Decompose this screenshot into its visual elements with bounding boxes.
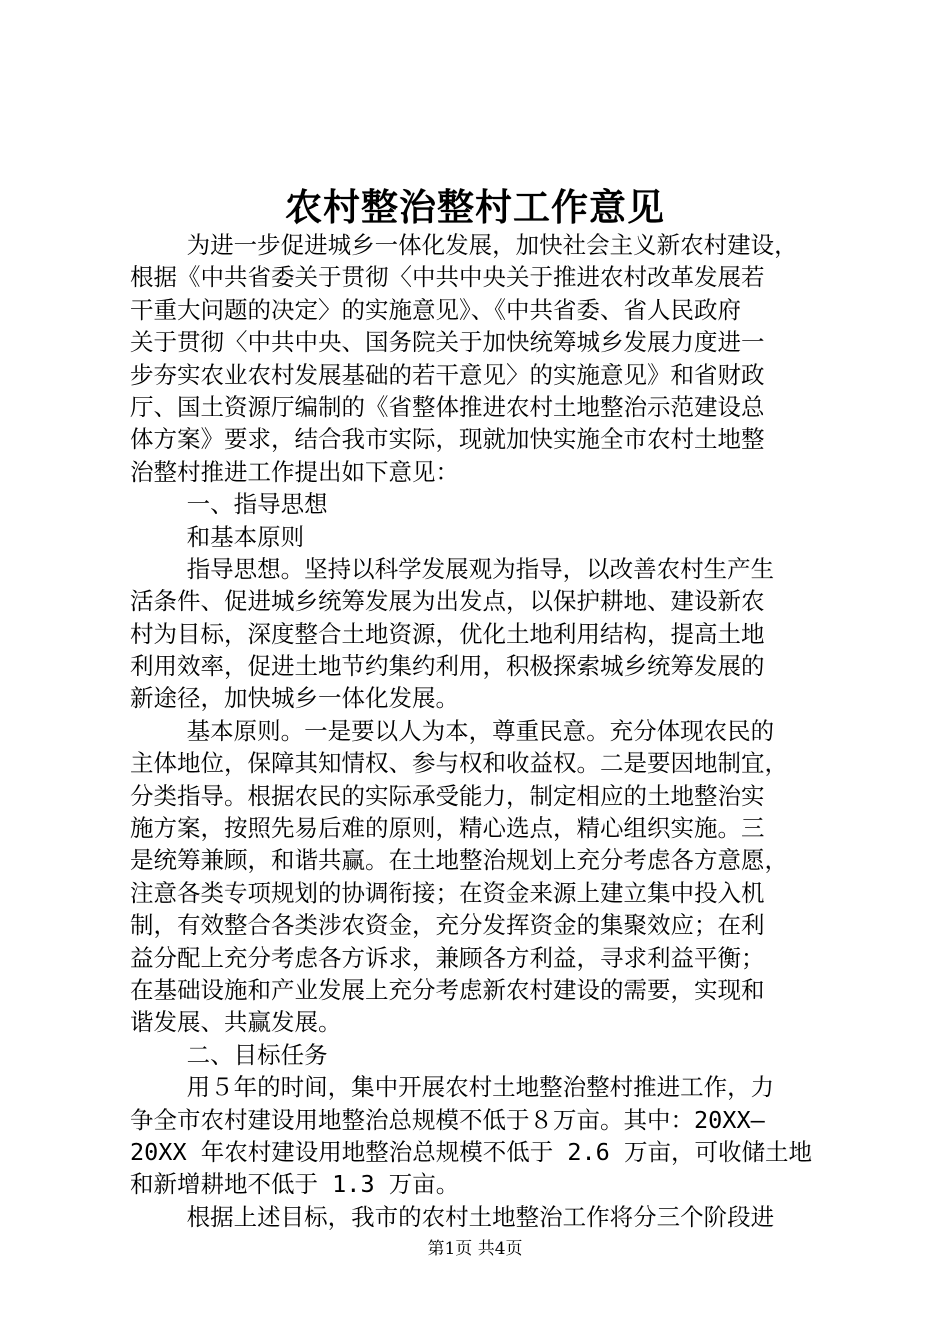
- body-line: 利用效率，促进土地节约集约利用，积极探索城乡统筹发展的: [130, 652, 765, 681]
- body-line: 新途径，加快城乡一体化发展。: [130, 684, 459, 713]
- body-line: 20XX 年农村建设用地整治总规模不低于 2.6 万亩，可收储土地: [130, 1137, 812, 1166]
- body-line: 是统筹兼顾，和谐共赢。在土地整治规划上充分考虑各方意愿，: [130, 846, 788, 875]
- body-line: 指导思想。坚持以科学发展观为指导，以改善农村生产生: [130, 554, 775, 583]
- body-line: 和新增耕地不低于 1.3 万亩。: [130, 1170, 460, 1199]
- body-line: 分类指导。根据农民的实际承受能力，制定相应的土地整治实: [130, 781, 765, 810]
- body-line: 一、指导思想: [130, 490, 328, 519]
- body-line: 为进一步促进城乡一体化发展，加快社会主义新农村建设，: [130, 231, 798, 259]
- body-line: 活条件、促进城乡统筹发展为出发点，以保护耕地、建设新农: [130, 587, 765, 616]
- page-footer: 第1页 共4页: [427, 1239, 523, 1259]
- body-line: 益分配上充分考虑各方诉求，兼顾各方利益，寻求利益平衡；: [130, 943, 765, 972]
- body-line: 注意各类专项规划的协调衔接；在资金来源上建立集中投入机: [130, 878, 765, 907]
- body-line: 制，有效整合各类涉农资金，充分发挥资金的集聚效应；在利: [130, 911, 765, 940]
- body-line: 二、目标任务: [130, 1040, 328, 1069]
- body-line: 治整村推进工作提出如下意见：: [130, 457, 459, 486]
- body-line: 根据《中共省委关于贯彻〈中共中央关于推进农村改革发展若: [130, 263, 765, 292]
- body-line: 基本原则。一是要以人为本，尊重民意。充分体现农民的: [130, 716, 775, 745]
- body-line: 主体地位，保障其知情权、参与权和收益权。二是要因地制宜，: [130, 749, 788, 778]
- body-line: 村为目标，深度整合土地资源，优化土地利用结构，提高土地: [130, 619, 765, 648]
- body-line: 用５年的时间，集中开展农村土地整治整村推进工作，力: [130, 1073, 775, 1102]
- body-line: 施方案，按照先易后难的原则，精心选点，精心组织实施。三: [130, 814, 765, 843]
- body-line: 在基础设施和产业发展上充分考虑新农村建设的需要，实现和: [130, 975, 765, 1004]
- document-title: 农村整治整村工作意见: [285, 185, 665, 229]
- body-line: 和基本原则: [130, 522, 305, 551]
- body-line: 干重大问题的决定〉的实施意见》、《中共省委、省人民政府: [130, 295, 741, 324]
- body-line: 关于贯彻〈中共中央、国务院关于加快统筹城乡发展力度进一: [130, 328, 765, 357]
- body-line: 根据上述目标，我市的农村土地整治工作将分三个阶段进: [130, 1202, 775, 1231]
- document-body: [130, 229, 835, 1233]
- body-line: 厅、国土资源厅编制的《省整体推进农村土地整治示范建设总: [130, 392, 765, 421]
- body-line: 步夯实农业农村发展基础的若干意见〉的实施意见》和省财政: [130, 360, 765, 389]
- body-line: 争全市农村建设用地整治总规模不低于８万亩。其中：20XX—: [130, 1105, 765, 1134]
- body-line: 谐发展、共赢发展。: [130, 1008, 342, 1037]
- body-line: 体方案》要求，结合我市实际，现就加快实施全市农村土地整: [130, 425, 765, 454]
